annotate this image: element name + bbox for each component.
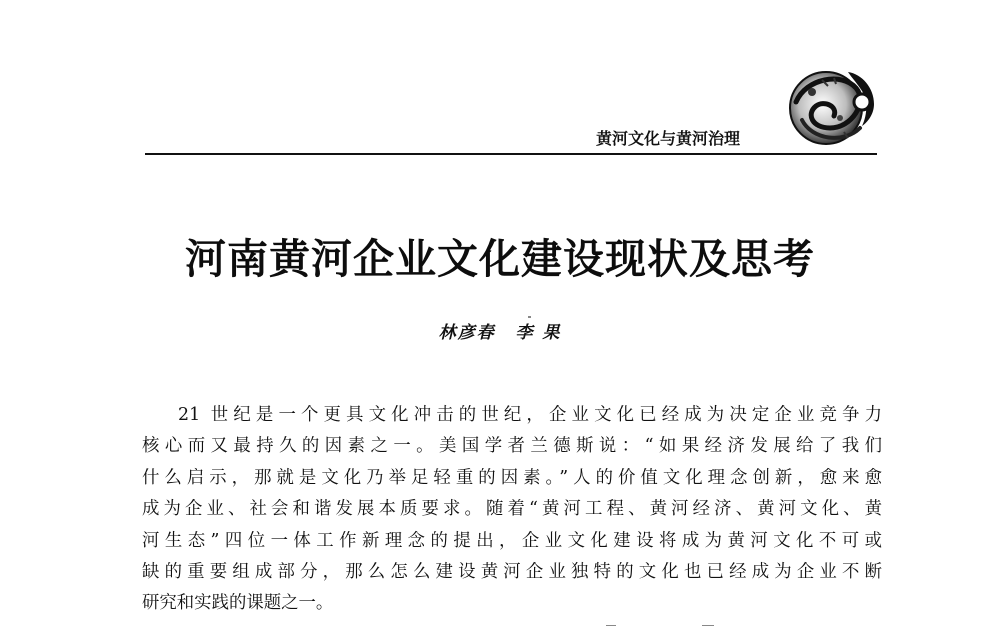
scan-speck xyxy=(606,625,616,626)
paragraph-line: 研究和实践的课题之一。 xyxy=(142,593,334,614)
article-title: 河南黄河企业文化建设现状及思考 xyxy=(185,235,815,283)
paragraph-line: 核心而又最持久的因素之一。美国学者兰德斯说：“如果经济发展给了我们 xyxy=(142,436,882,457)
running-header-title: 黄河文化与黄河治理 xyxy=(596,129,741,148)
paragraph-line: 河生态”四位一体工作新理念的提出，企业文化建设将成为黄河文化不可或 xyxy=(142,530,882,551)
article-body-paragraph xyxy=(142,400,882,620)
paragraph-line: 缺的重要组成部分，那么怎么建设黄河企业独特的文化也已经成为企业不断 xyxy=(142,562,882,583)
scan-speck xyxy=(528,316,531,318)
header-divider xyxy=(145,153,877,155)
paragraph-line: 什么启示，那就是文化乃举足轻重的因素。”人的价值文化理念创新，愈来愈 xyxy=(142,467,882,488)
author-list xyxy=(0,318,1000,343)
paragraph-line: 成为企业、社会和谐发展本质要求。随着“黄河工程、黄河经济、黄河文化、黄 xyxy=(142,499,882,520)
author-name: 林彦春 xyxy=(438,323,496,343)
author-name: 李 果 xyxy=(515,323,562,343)
swirl-emblem-icon xyxy=(782,58,878,154)
paragraph-line: 21 世纪是一个更具文化冲击的世纪，企业文化已经成为决定企业竞争力 xyxy=(178,405,882,425)
scan-speck xyxy=(702,625,714,626)
